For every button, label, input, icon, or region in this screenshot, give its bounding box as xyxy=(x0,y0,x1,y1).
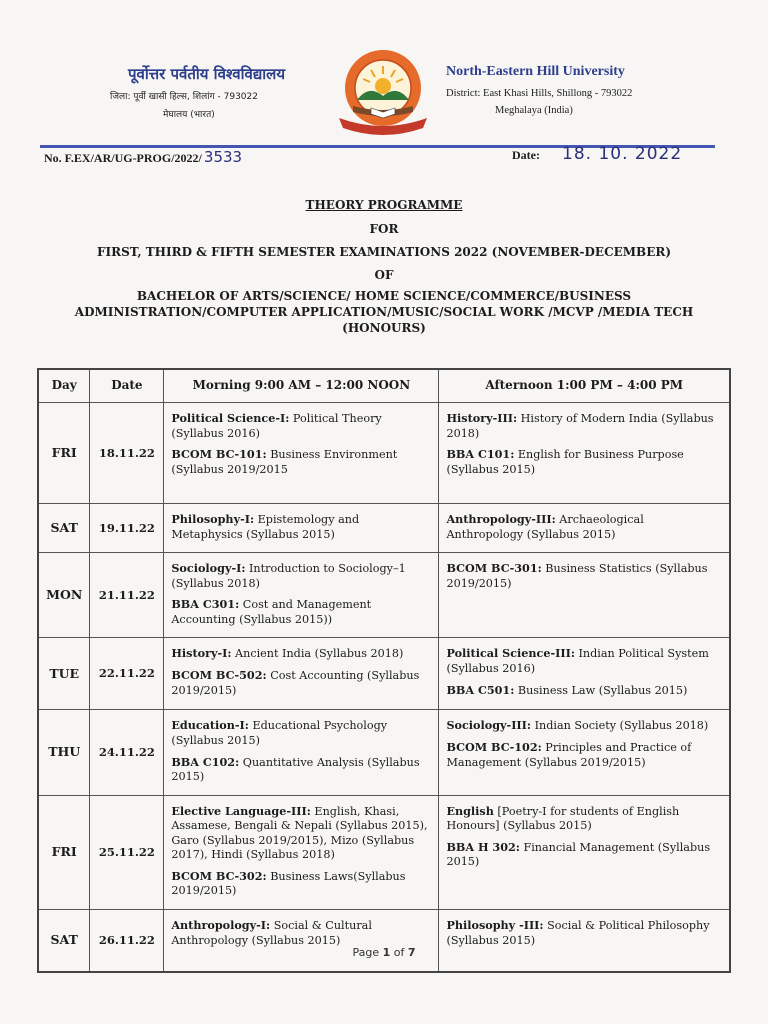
cell-afternoon xyxy=(439,710,730,795)
exam-subject: English xyxy=(446,803,494,818)
cell-afternoon xyxy=(439,403,730,504)
exam-detail: Principles and Practice of Management (Syllabus 2019/2015) xyxy=(446,740,692,769)
cell-morning xyxy=(164,795,439,909)
table-row xyxy=(38,553,730,638)
cell-day: THU xyxy=(38,710,90,795)
exam-subject: BCOM BC-102: xyxy=(446,739,542,754)
exam-entry xyxy=(446,840,723,870)
exam-detail: English for Business Purpose (Syllabus 2015) xyxy=(446,448,684,476)
header-morning: Morning 9:00 AM – 12:00 NOON xyxy=(164,369,439,403)
title-honours: (HONOURS) xyxy=(342,321,426,335)
exam-subject: Anthropology-I: xyxy=(171,918,271,932)
cell-day: SAT xyxy=(38,504,90,553)
date-handwritten-value: 18. 10. 2022 xyxy=(562,144,683,164)
exam-subject: BCOM BC-302: xyxy=(171,868,267,883)
exam-detail: English, Khasi, Assamese, Bengali & Nepali (Syllabus 2015), Garo (Syllabus 2019/2015), Mizo (Syllabus 2017), Hindi (Syllabus 2018) xyxy=(171,804,428,862)
exam-detail: Business Law (Syllabus 2015) xyxy=(514,683,688,697)
exam-detail: Epistemology and Metaphysics (Syllabus 2015) xyxy=(171,513,360,541)
title-degrees-line1: BACHELOR OF ARTS/SCIENCE/ HOME SCIENCE/COMMERCE/BUSINESS xyxy=(136,289,632,303)
exam-subject: BBA C301: xyxy=(171,597,240,612)
exam-schedule-table xyxy=(37,368,731,973)
reference-label: No. F.EX/AR/UG-PROG/2022/ xyxy=(44,151,202,165)
table-row xyxy=(38,710,730,795)
cell-afternoon xyxy=(439,553,730,638)
cell-day: TUE xyxy=(38,638,90,710)
table-row xyxy=(38,504,730,553)
exam-entry xyxy=(446,561,723,591)
exam-detail: Business Statistics (Syllabus 2019/2015) xyxy=(446,562,708,590)
exam-subject: Philosophy -III: xyxy=(446,918,544,932)
exam-subject: BCOM BC-502: xyxy=(171,667,267,682)
title-degrees-line2: ADMINISTRATION/COMPUTER APPLICATION/MUSIC/SOCIAL WORK /MCVP /MEDIA TECH xyxy=(74,305,694,319)
cell-morning xyxy=(164,553,439,638)
cell-afternoon xyxy=(439,504,730,553)
exam-entry xyxy=(171,512,432,542)
title-examinations: FIRST, THIRD & FIFTH SEMESTER EXAMINATIONS 2022 (NOVEMBER-DECEMBER) xyxy=(96,245,671,259)
cell-morning xyxy=(164,504,439,553)
exam-detail: Social & Political Philosophy (Syllabus 2015) xyxy=(446,919,710,947)
exam-detail: Business Laws(Syllabus 2019/2015) xyxy=(171,869,406,898)
exam-subject: History-I: xyxy=(171,646,232,661)
exam-subject: Sociology-I: xyxy=(171,561,246,576)
exam-detail: History of Modern India (Syllabus 2018) xyxy=(446,412,714,440)
cell-date: 18.11.22 xyxy=(90,403,164,504)
exam-detail: Cost and Management Accounting (Syllabus 2015)) xyxy=(171,598,372,626)
exam-detail: Financial Management (Syllabus 2015) xyxy=(446,840,711,869)
exam-entry xyxy=(446,512,723,542)
exam-entry xyxy=(171,804,432,863)
exam-entry xyxy=(171,646,432,662)
table-row xyxy=(38,795,730,909)
exam-entry xyxy=(446,740,723,770)
exam-entry xyxy=(171,869,432,899)
cell-date: 21.11.22 xyxy=(90,553,164,638)
university-name-english: North-Eastern Hill University xyxy=(446,64,625,79)
exam-detail: [Poetry-I for students of English Honours] (Syllabus 2015) xyxy=(446,804,680,833)
exam-subject: Anthropology-III: xyxy=(446,512,556,526)
title-for: FOR xyxy=(369,222,399,236)
university-state-hindi: मेघालय (भारत) xyxy=(163,110,215,120)
exam-entry xyxy=(446,718,723,734)
university-logo xyxy=(335,48,431,140)
university-name-hindi: पूर्वोत्तर पर्वतीय विश्वविद्यालय xyxy=(128,65,286,83)
exam-entry xyxy=(446,683,723,699)
cell-afternoon xyxy=(439,638,730,710)
header-day: Day xyxy=(38,369,90,403)
cell-afternoon xyxy=(439,795,730,909)
exam-entry xyxy=(446,411,723,441)
programme-title: THEORY PROGRAMME xyxy=(305,198,463,212)
exam-entry xyxy=(171,597,432,627)
university-state-english: Meghalaya (India) xyxy=(495,105,573,116)
exam-detail: Cost Accounting (Syllabus 2019/2015) xyxy=(171,668,420,697)
exam-entry xyxy=(171,718,432,748)
cell-date: 22.11.22 xyxy=(90,638,164,710)
cell-morning xyxy=(164,638,439,710)
exam-subject: Philosophy-I: xyxy=(171,512,255,526)
exam-subject: BBA C102: xyxy=(171,754,240,769)
cell-afternoon xyxy=(439,910,730,972)
exam-subject: Political Science-I: xyxy=(171,411,290,425)
exam-subject: Elective Language-III: xyxy=(171,803,311,818)
cell-morning xyxy=(164,710,439,795)
exam-entry xyxy=(171,918,432,948)
exam-subject: History-III: xyxy=(446,411,518,425)
exam-detail: Archaeological Anthropology (Syllabus 2015) xyxy=(446,513,644,541)
exam-detail: Social & Cultural Anthropology (Syllabus 2015) xyxy=(171,919,372,947)
title-of: OF xyxy=(374,268,394,282)
cell-morning xyxy=(164,403,439,504)
exam-entry xyxy=(446,918,723,948)
exam-subject: BCOM BC-101: xyxy=(171,447,267,462)
header-date: Date xyxy=(90,369,164,403)
cell-day: MON xyxy=(38,553,90,638)
exam-detail: Educational Psychology (Syllabus 2015) xyxy=(171,719,388,747)
cell-date: 19.11.22 xyxy=(90,504,164,553)
exam-detail: Indian Political System (Syllabus 2016) xyxy=(446,647,709,675)
table-row xyxy=(38,910,730,972)
exam-detail: Ancient India (Syllabus 2018) xyxy=(231,647,404,661)
exam-subject: BBA C501: xyxy=(446,682,515,697)
reference-number xyxy=(44,148,242,166)
exam-detail: Business Environment (Syllabus 2019/2015 xyxy=(171,448,398,476)
exam-detail: Indian Society (Syllabus 2018) xyxy=(531,719,709,733)
exam-subject: BCOM BC-301: xyxy=(446,561,542,576)
exam-detail: Introduction to Sociology–1 (Syllabus 2018) xyxy=(171,562,406,590)
exam-entry xyxy=(171,447,432,477)
cell-date: 24.11.22 xyxy=(90,710,164,795)
cell-day: FRI xyxy=(38,403,90,504)
exam-subject: Education-I: xyxy=(171,718,249,733)
table-header-row xyxy=(38,369,730,403)
exam-detail: Quantitative Analysis (Syllabus 2015) xyxy=(171,755,420,784)
exam-subject: Sociology-III: xyxy=(446,718,532,733)
exam-detail: Political Theory (Syllabus 2016) xyxy=(171,412,382,440)
page-indicator: Page 1 of 7 xyxy=(352,946,416,959)
exam-entry xyxy=(446,804,723,834)
exam-entry xyxy=(171,755,432,785)
table-row xyxy=(38,638,730,710)
cell-date: 25.11.22 xyxy=(90,795,164,909)
exam-entry xyxy=(446,447,723,477)
exam-entry xyxy=(171,668,432,698)
reference-handwritten-number: 3533 xyxy=(203,148,243,166)
university-address-english: District: East Khasi Hills, Shillong - 793022 xyxy=(446,88,633,99)
university-address-hindi: जिला: पूर्वी खासी हिल्स, शिलांग - 793022 xyxy=(110,92,258,102)
date-label: Date: xyxy=(512,148,540,162)
exam-entry xyxy=(171,561,432,591)
cell-day: FRI xyxy=(38,795,90,909)
table-row xyxy=(38,403,730,504)
cell-date: 26.11.22 xyxy=(90,910,164,972)
exam-entry xyxy=(171,411,432,441)
cell-morning xyxy=(164,910,439,972)
header-afternoon: Afternoon 1:00 PM – 4:00 PM xyxy=(439,369,730,403)
cell-day: SAT xyxy=(38,910,90,972)
exam-subject: BBA H 302: xyxy=(446,839,520,854)
exam-subject: BBA C101: xyxy=(446,447,515,462)
exam-subject: Political Science-III: xyxy=(446,646,575,661)
exam-entry xyxy=(446,646,723,676)
